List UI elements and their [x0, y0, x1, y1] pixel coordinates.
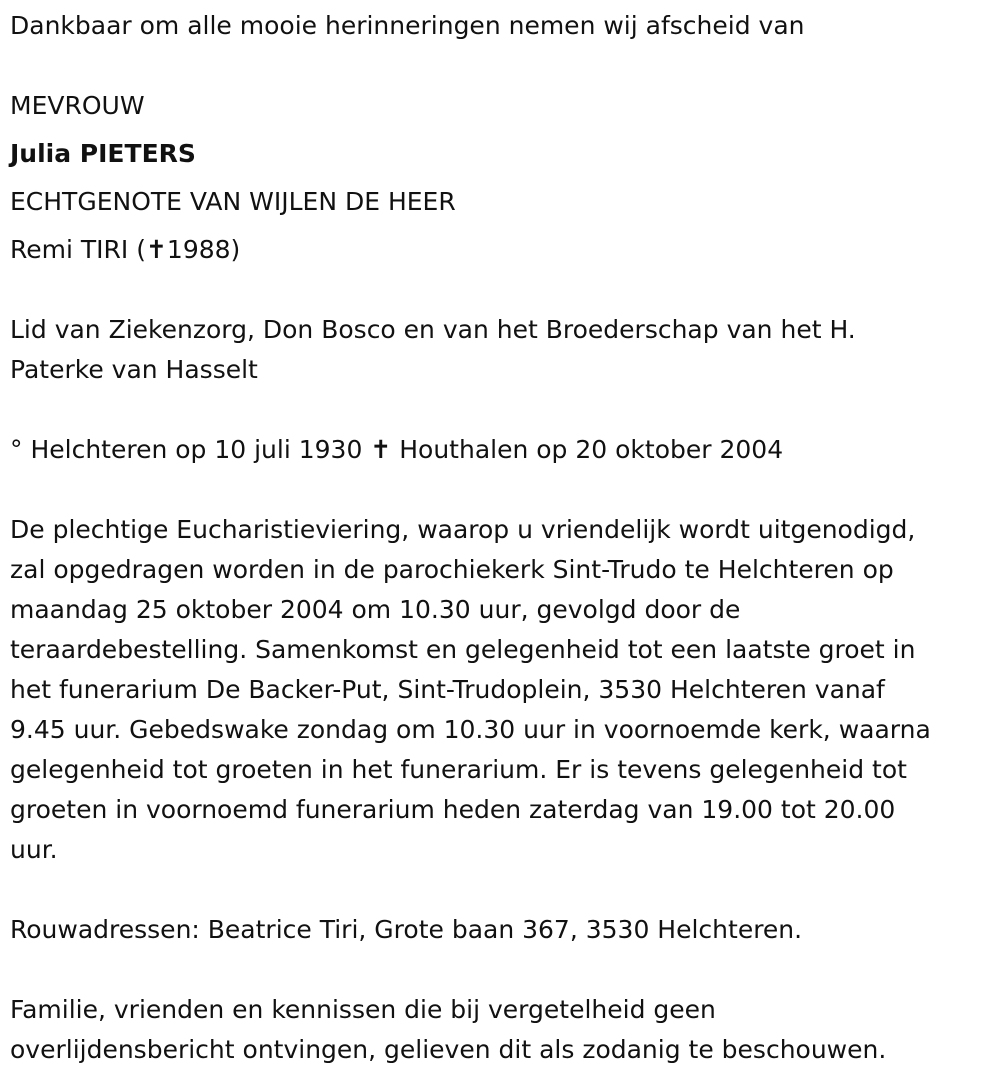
spacer [10, 870, 995, 910]
spacer [10, 126, 995, 134]
spacer [10, 174, 995, 182]
ceremony-line: De plechtige Eucharistieviering, waarop u vriendelijk wordt uitgenodigd, [10, 515, 916, 544]
spouse-line [10, 230, 995, 270]
cross-icon: ✝ [370, 435, 392, 464]
deceased-name: Julia PIETERS [10, 139, 196, 168]
ceremony-line: uur. [10, 835, 58, 864]
intro-text: Dankbaar om alle mooie herinneringen nemen wij afscheid van [10, 11, 805, 40]
spacer [10, 270, 995, 310]
closing-line-1: Familie, vrienden en kennissen die bij vergetelheid geen [10, 995, 716, 1024]
spouse-name: Remi TIRI ( [10, 235, 146, 264]
membership-line-2: Paterke van Hasselt [10, 355, 258, 384]
spacer [10, 470, 995, 510]
ceremony-line: teraardebestelling. Samenkomst en gelegenheid tot een laatste groet in [10, 635, 916, 664]
birth-text: ° Helchteren op 10 juli 1930 [10, 435, 363, 464]
ceremony-line: zal opgedragen worden in de parochiekerk Sint-Trudo te Helchteren op [10, 555, 894, 584]
ceremony-line: 9.45 uur. Gebedswake zondag om 10.30 uur in voornoemde kerk, waarna [10, 715, 931, 744]
obituary-document [10, 6, 995, 1070]
address-text: Rouwadressen: Beatrice Tiri, Grote baan 367, 3530 Helchteren. [10, 915, 803, 944]
spacer [10, 390, 995, 430]
ceremony-line: groeten in voornoemd funerarium heden zaterdag van 19.00 tot 20.00 [10, 795, 896, 824]
closing-line-2: overlijdensbericht ontvingen, gelieven dit als zodanig te beschouwen. [10, 1035, 887, 1064]
title-prefix: MEVROUW [10, 91, 145, 120]
death-text: Houthalen op 20 oktober 2004 [399, 435, 784, 464]
ceremony-line: maandag 25 oktober 2004 om 10.30 uur, gevolgd door de [10, 595, 741, 624]
spacer [10, 222, 995, 230]
spacer [10, 46, 995, 86]
ceremony-line: gelegenheid tot groeten in het funerarium. Er is tevens gelegenheid tot [10, 755, 907, 784]
cross-icon: ✝ [145, 235, 167, 264]
birth-death-line [10, 430, 995, 470]
membership-line-1: Lid van Ziekenzorg, Don Bosco en van het Broederschap van het H. [10, 315, 856, 344]
spacer [10, 950, 995, 990]
ceremony-line: het funerarium De Backer-Put, Sint-Trudoplein, 3530 Helchteren vanaf [10, 675, 885, 704]
spouse-year: 1988) [166, 235, 241, 264]
relation-text: ECHTGENOTE VAN WIJLEN DE HEER [10, 187, 456, 216]
